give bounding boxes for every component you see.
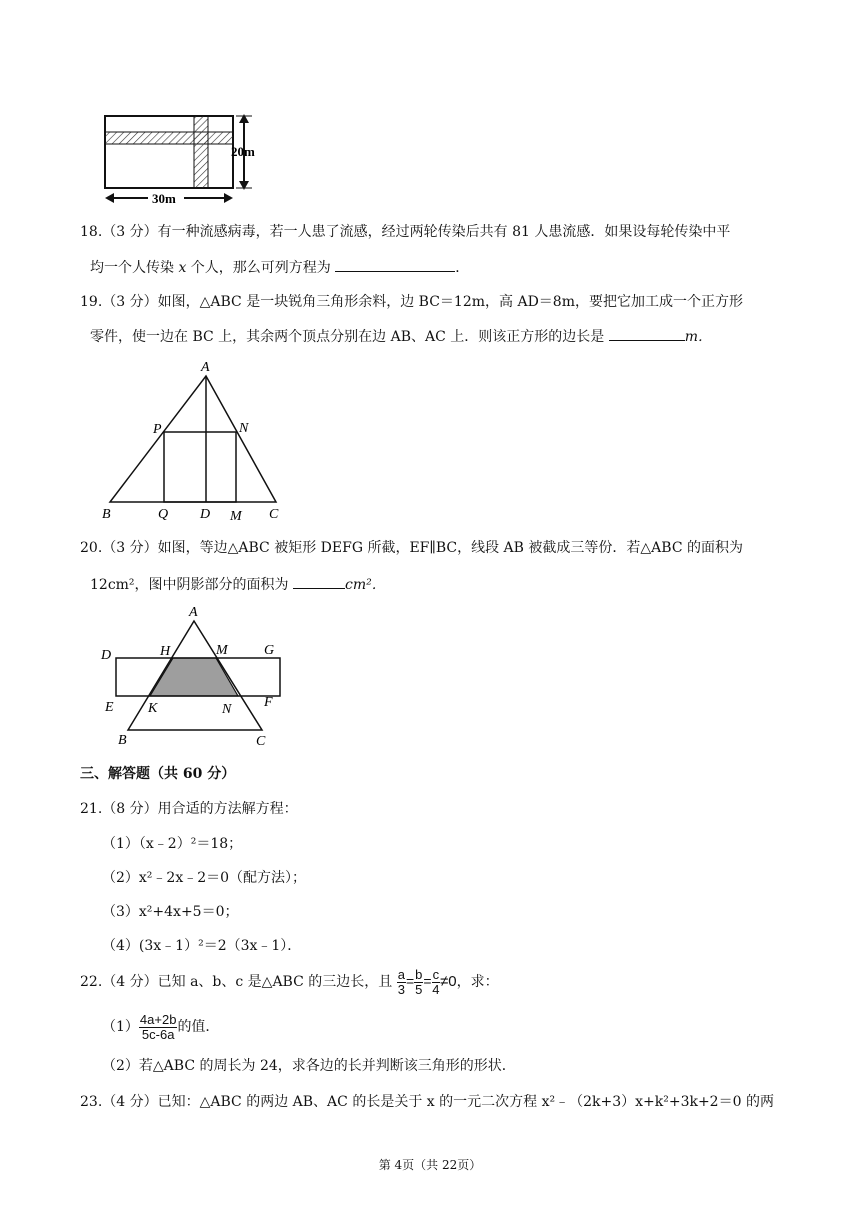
q22-fraction: $\frac{4a+2b}{5c-6a}$ [139,1011,177,1042]
horizontal-path [105,132,233,144]
q21-part4: （4）(3x﹣1）²＝2（3x﹣1）． [102,938,302,954]
q19-text: 零件，使一边在 BC 上，其余两个顶点分别在边 AB、AC 上．则该正方形的边长是 [90,329,605,345]
label-F: F [264,695,273,710]
label-G: G [264,643,275,658]
ratio-a3: $\frac{a}{3}$ [397,966,405,997]
q20-unit: cm²． [345,577,386,593]
q22-title: 22.（4 分）已知 a、b、c 是△ABC 的三边长，且 $\frac{a}{3}$ = $\frac{b}{5}$ = $\frac{c}{4}$ ≠0，求： [80,966,499,997]
width-label: 30m [152,191,176,206]
q20-line2 [90,574,386,595]
q19-answer-blank[interactable] [609,326,685,341]
q22-part1: （1） $\frac{4a+2b}{5c-6a}$ 的值． [102,1011,220,1042]
q19-line1: 19.（3 分）如图，△ABC 是一块锐角三角形余料，边 BC＝12m，高 AD＝8m，要把它加工成一个正方形 [80,294,743,310]
q18-line1: 18.（3 分）有一种流感病毒，若一人患了流感，经过两轮传染后共有 81 人患流感．如果设每轮传染中平 [80,224,731,240]
label-E: E [105,700,114,715]
vertical-path [194,116,208,188]
q17-figure [100,106,270,206]
label-P: P [153,422,162,437]
label-M: M [230,509,242,524]
page-footer: 第 4页（共 22页） [378,1158,482,1172]
q21-part3: （3）x²+4x+5＝0； [102,904,239,920]
q23-line1: 23.（4 分）已知：△ABC 的两边 AB、AC 的长是关于 x 的一元二次方程 x²﹣（2k+3）x+k²+3k+2＝0 的两 [80,1094,774,1110]
label-K: K [148,701,158,716]
q18-answer-blank[interactable] [335,257,455,272]
label-D: D [200,507,211,522]
q21-part2: （2）x²﹣2x﹣2＝0（配方法）； [102,870,307,886]
label-Q: Q [158,507,169,522]
q18-end: ． [455,260,470,276]
q19-line2 [90,326,712,347]
ratio-c4: $\frac{c}{4}$ [432,966,440,997]
q20-text: 12cm²，图中阴影部分的面积为 [90,577,289,593]
label-M: M [216,643,228,658]
section-heading: 三、解答题（共 60 分） [80,766,236,782]
q21-part1: （1）（x﹣2）²＝18； [102,836,243,852]
label-N: N [239,421,249,436]
q18-var: x [178,260,187,276]
label-A: A [189,605,198,620]
label-N: N [222,702,232,717]
q22-part2: （2）若△ABC 的周长为 24，求各边的长并判断该三角形的形状． [102,1058,516,1074]
q19-unit: m． [684,329,713,345]
height-label: 20m [231,144,255,159]
q22-text-a: 22.（4 分）已知 a、b、c 是△ABC 的三边长，且 [80,974,393,990]
q18-text-a: 均一个人传染 [90,260,179,276]
q20-line1: 20.（3 分）如图，等边△ABC 被矩形 DEFG 所截，EF∥BC，线段 AB 被截成三等份．若△ABC 的面积为 [80,540,743,556]
label-C: C [256,734,266,749]
q18-text-b: 个人，那么可列方程为 [186,260,331,276]
ratio-b5: $\frac{b}{5}$ [415,966,423,997]
q21-title: 21.（8 分）用合适的方法解方程： [80,801,298,817]
label-B: B [102,507,111,522]
label-B: B [118,733,127,748]
label-H: H [160,644,171,659]
label-C: C [269,507,279,522]
q19-figure [96,356,296,526]
q18-line2 [90,257,469,278]
q20-answer-blank[interactable] [293,574,345,589]
q20-figure [96,604,296,750]
label-A: A [201,360,210,375]
q22-text-b: ，求： [456,974,499,990]
label-D: D [101,648,112,663]
